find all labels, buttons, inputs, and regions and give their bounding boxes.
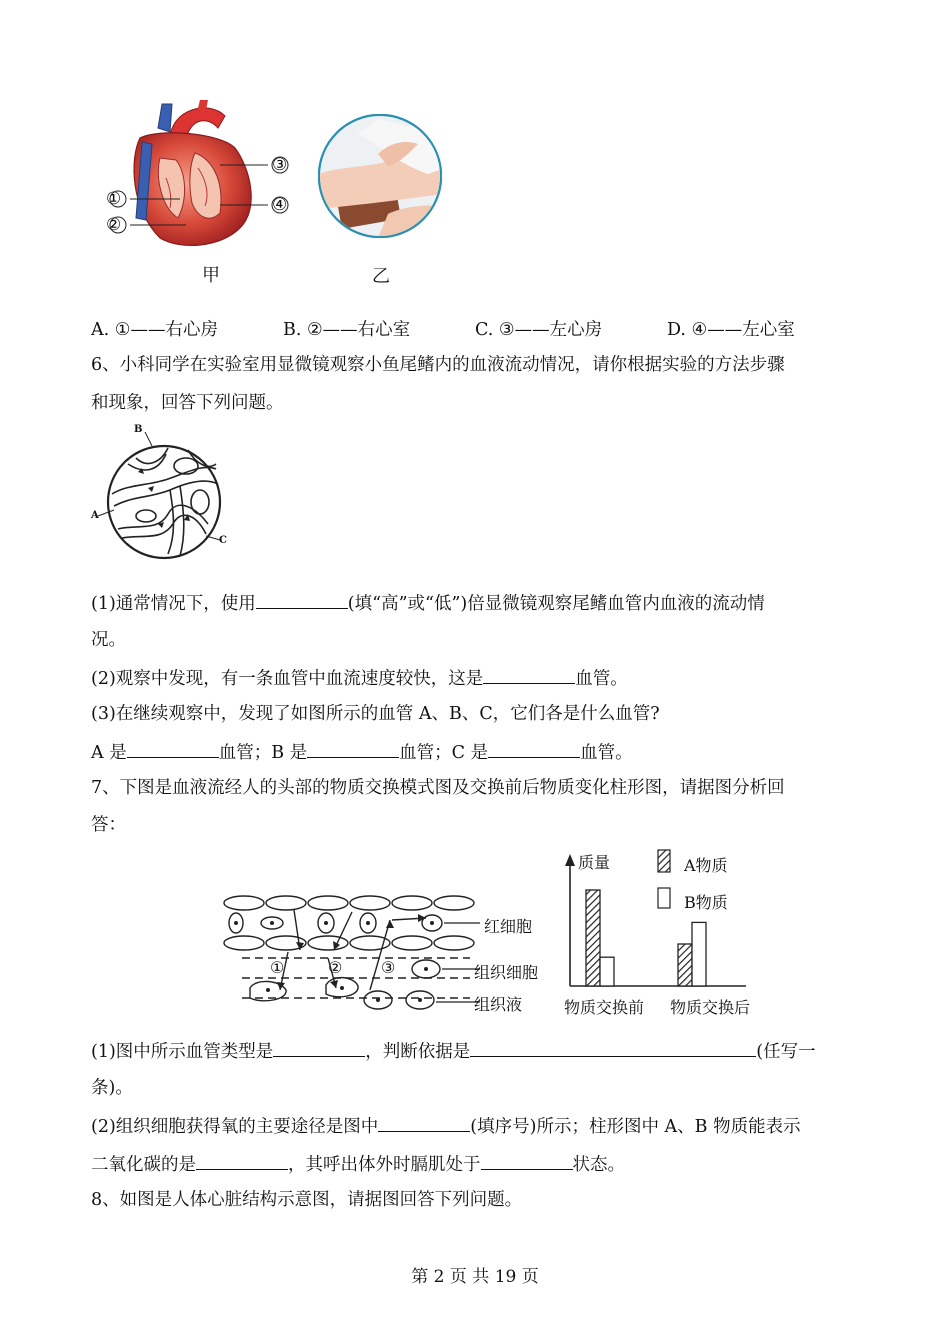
label-tissue-cell: 组织细胞	[474, 963, 539, 982]
q6-part2	[91, 665, 628, 691]
pulse-photo	[318, 114, 442, 238]
q7-stem-line2: 答：	[91, 815, 126, 835]
legend-b-label: B物质	[684, 893, 728, 912]
caption-yi: 乙	[372, 266, 390, 287]
q6-answer-b-label: 血管；B 是	[218, 743, 308, 763]
caption-jia: 甲	[202, 265, 220, 286]
q6-answer-end: 血管。	[580, 743, 633, 763]
q6-part1-cont: 况。	[91, 630, 126, 650]
option-a: A. ①——右心房	[91, 320, 218, 340]
bar-b-after	[692, 922, 706, 986]
heart-figure	[100, 98, 300, 254]
q7-part1-text-b: ，判断依据是	[365, 1042, 471, 1062]
heart-marker-3: ③	[272, 155, 288, 175]
heart-marker-1: ①	[106, 189, 122, 209]
legend-swatch-a	[658, 850, 670, 872]
fish-label-c: C	[219, 535, 227, 546]
q6-stem-line1: 6、小科同学在实验室用显微镜观察小鱼尾鳍内的血液流动情况，请你根据实验的方法步骤	[91, 355, 785, 375]
q7-part2-text-a: (2)组织细胞获得氧的主要途径是图中	[91, 1117, 379, 1137]
bar-b-before	[600, 957, 614, 986]
bar-a-before	[586, 890, 600, 986]
label-red-cell: 红细胞	[484, 917, 533, 936]
exchange-marker-1: ①	[270, 958, 285, 977]
q7-part1-text-a: (1)图中所示血管类型是	[91, 1042, 274, 1062]
exchange-diagram	[222, 890, 482, 1020]
answer-blank-basis[interactable]	[470, 1038, 756, 1057]
fish-label-b: B	[134, 424, 143, 435]
answer-blank-diaphragm[interactable]	[481, 1151, 573, 1170]
q6-part2-text-a: (2)观察中发现，有一条血管中血流速度较快，这是	[91, 669, 484, 689]
option-b: B. ②——右心室	[283, 320, 411, 340]
y-axis-arrow	[565, 854, 575, 866]
q7-part2	[91, 1113, 801, 1139]
legend-swatch-b	[658, 888, 670, 908]
bar-a-after	[678, 944, 692, 986]
exchange-marker-3: ③	[381, 958, 396, 977]
q8-stem: 8、如图是人体心脏结构示意图，请据图回答下列问题。	[91, 1190, 523, 1210]
category-label-after: 物质交换后	[670, 998, 751, 1017]
answer-blank-vessel-type[interactable]	[273, 1038, 365, 1057]
category-label-before: 物质交换前	[564, 998, 645, 1017]
option-c: C. ③——左心房	[475, 320, 603, 340]
q6-part1	[91, 590, 765, 616]
q7-part1	[91, 1038, 816, 1064]
q6-answer-a-label: A 是	[91, 743, 127, 763]
chart-ylabel: 质量	[578, 853, 611, 872]
q6-stem-line2: 和现象，回答下列问题。	[91, 393, 284, 413]
q7-part3	[91, 1151, 625, 1177]
q7-part1-text-c: (任写一	[756, 1042, 816, 1062]
heart-marker-2: ②	[106, 215, 122, 235]
legend-a-label: A物质	[684, 856, 728, 875]
q6-part1-text-a: (1)通常情况下，使用	[91, 594, 256, 614]
answer-blank-vessel-c[interactable]	[488, 739, 580, 758]
q6-part3-answers	[91, 739, 633, 765]
q6-part2-text-b: 血管。	[575, 669, 628, 689]
q7-part2-text-b: (填序号)所示；柱形图中 A、B 物质能表示	[470, 1117, 801, 1137]
answer-blank-co2[interactable]	[196, 1151, 288, 1170]
q7-part3-text-a: 二氧化碳的是	[91, 1155, 196, 1175]
fish-label-a: A	[91, 510, 99, 521]
answer-blank-path[interactable]	[378, 1113, 470, 1132]
q6-answer-c-label: 血管；C 是	[399, 743, 489, 763]
q7-part3-text-c: 状态。	[572, 1155, 625, 1175]
fish-tail-figure	[88, 424, 238, 564]
q6-part1-text-b: (填“高”或“低”)倍显微镜观察尾鳍血管内血液的流动情	[347, 594, 765, 614]
q7-part3-text-b: ，其呼出体外时膈肌处于	[288, 1155, 481, 1175]
exchange-marker-2: ②	[328, 958, 343, 977]
label-tissue-fluid: 组织液	[474, 995, 523, 1014]
answer-blank-q6-2[interactable]	[483, 665, 575, 684]
answer-blank-vessel-b[interactable]	[307, 739, 399, 758]
q6-part3: (3)在继续观察中，发现了如图所示的血管 A、B、C，它们各是什么血管?	[91, 704, 660, 724]
q7-stem-line1: 7、下图是血液流经人的头部的物质交换模式图及交换前后物质变化柱形图，请据图分析回	[91, 778, 785, 798]
option-d: D. ④——左心室	[667, 320, 795, 340]
answer-blank-vessel-a[interactable]	[127, 739, 219, 758]
page-footer: 第 2 页 共 19 页	[411, 1267, 539, 1287]
q7-part1-cont: 条)。	[91, 1078, 133, 1098]
answer-blank-q6-1[interactable]	[256, 590, 348, 609]
heart-marker-4: ④	[272, 195, 288, 215]
